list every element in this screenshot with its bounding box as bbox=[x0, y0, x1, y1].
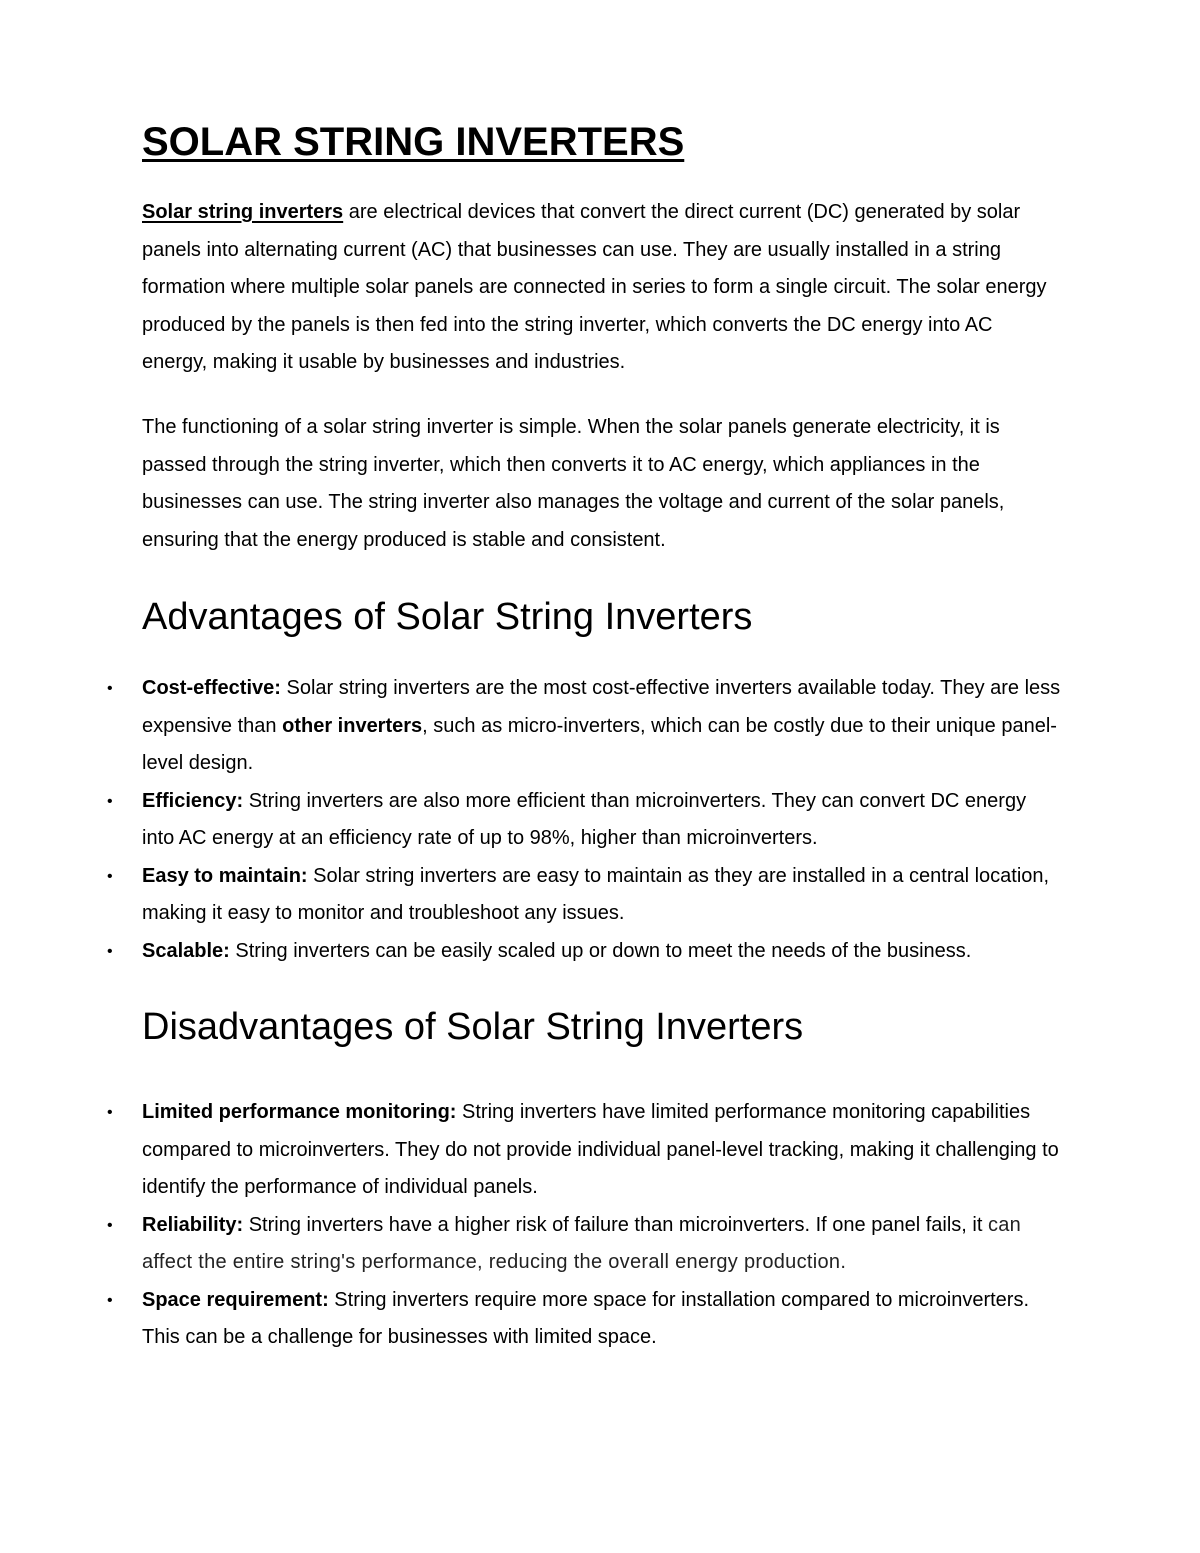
advantages-heading: Advantages of Solar String Inverters bbox=[142, 596, 753, 638]
item-term: Space requirement: bbox=[142, 1288, 329, 1311]
intro-paragraph-2: The functioning of a solar string inverter is simple. When the solar panels generate electricity, it is passed through the string inverter, which then converts it to AC energy, which appliances in the businesses can use. The string inverter also manages the voltage and current of the solar panels, ensuring that the energy produced is stable and consistent. bbox=[142, 416, 1005, 551]
item-term: Cost-effective: bbox=[142, 677, 281, 699]
item-text: Solar string inverters are the most cost-effective inverters available today. They are less expensive than bbox=[142, 677, 1061, 737]
item-text: String inverters have a higher risk of failure than microinverters. If one panel fails, it bbox=[243, 1213, 988, 1236]
item-term: Easy to maintain: bbox=[142, 864, 308, 887]
bullet-icon: • bbox=[107, 1104, 113, 1121]
item-text: String inverters are also more efficient than microinverters. They can convert DC energy into AC energy at an efficiency rate of up to 98%, higher than microinverters. bbox=[142, 789, 1027, 849]
item-term: Reliability: bbox=[142, 1213, 244, 1236]
intro-paragraph-1-text: are electrical devices that convert the direct current (DC) generated by solar panels into alternating current (AC) that businesses can use. They are usually installed in a string formation where multiple solar panels are connected in series to form a single circuit. The solar energy produced by the panels is then fed into the string inverter, which converts the DC energy into AC energy, making it usable by businesses and industries. bbox=[142, 201, 1047, 373]
list-item bbox=[107, 858, 1062, 933]
advantages-list bbox=[107, 670, 1062, 970]
list-item bbox=[107, 933, 1062, 971]
disadvantages-list bbox=[107, 1094, 1062, 1357]
item-text: String inverters require more space for installation compared to microinverters. This can be a challenge for businesses with limited space. bbox=[142, 1288, 1030, 1348]
item-text: , such as micro-inverters, which can be costly due to their unique panel-level design. bbox=[142, 714, 1057, 774]
bullet-icon: • bbox=[107, 792, 113, 810]
bullet-icon: • bbox=[107, 1216, 113, 1234]
bullet-icon: • bbox=[107, 942, 113, 960]
item-text: String inverters have limited performance monitoring capabilities compared to microinverters. They do not provide individual panel-level tracking, making it challenging to identify the performance of individual panels. bbox=[142, 1101, 1059, 1198]
document-title: SOLAR STRING INVERTERS bbox=[142, 120, 685, 164]
item-term: Scalable: bbox=[142, 939, 230, 962]
intro-lead-term: Solar string inverters bbox=[142, 201, 344, 223]
item-text: Solar string inverters are easy to maintain as they are installed in a central location, making it easy to monitor and troubleshoot any issues. bbox=[142, 864, 1050, 924]
list-item bbox=[107, 1207, 1062, 1282]
list-item bbox=[107, 783, 1062, 858]
list-item bbox=[107, 1094, 1062, 1207]
item-text: String inverters can be easily scaled up or down to meet the needs of the business. bbox=[229, 939, 972, 962]
intro-paragraph-1 bbox=[142, 194, 1062, 382]
bullet-icon: • bbox=[107, 1291, 113, 1309]
bullet-icon: • bbox=[107, 867, 113, 885]
item-term: Limited performance monitoring: bbox=[142, 1101, 457, 1123]
item-text: can affect the entire string's performance, reducing the overall energy production. bbox=[142, 1213, 1022, 1273]
item-emphasis: other inverters bbox=[282, 714, 423, 737]
list-item bbox=[107, 670, 1062, 783]
list-item bbox=[107, 1282, 1062, 1357]
bullet-icon: • bbox=[107, 680, 113, 697]
item-term: Efficiency: bbox=[142, 789, 244, 812]
disadvantages-heading: Disadvantages of Solar String Inverters bbox=[142, 1006, 804, 1048]
